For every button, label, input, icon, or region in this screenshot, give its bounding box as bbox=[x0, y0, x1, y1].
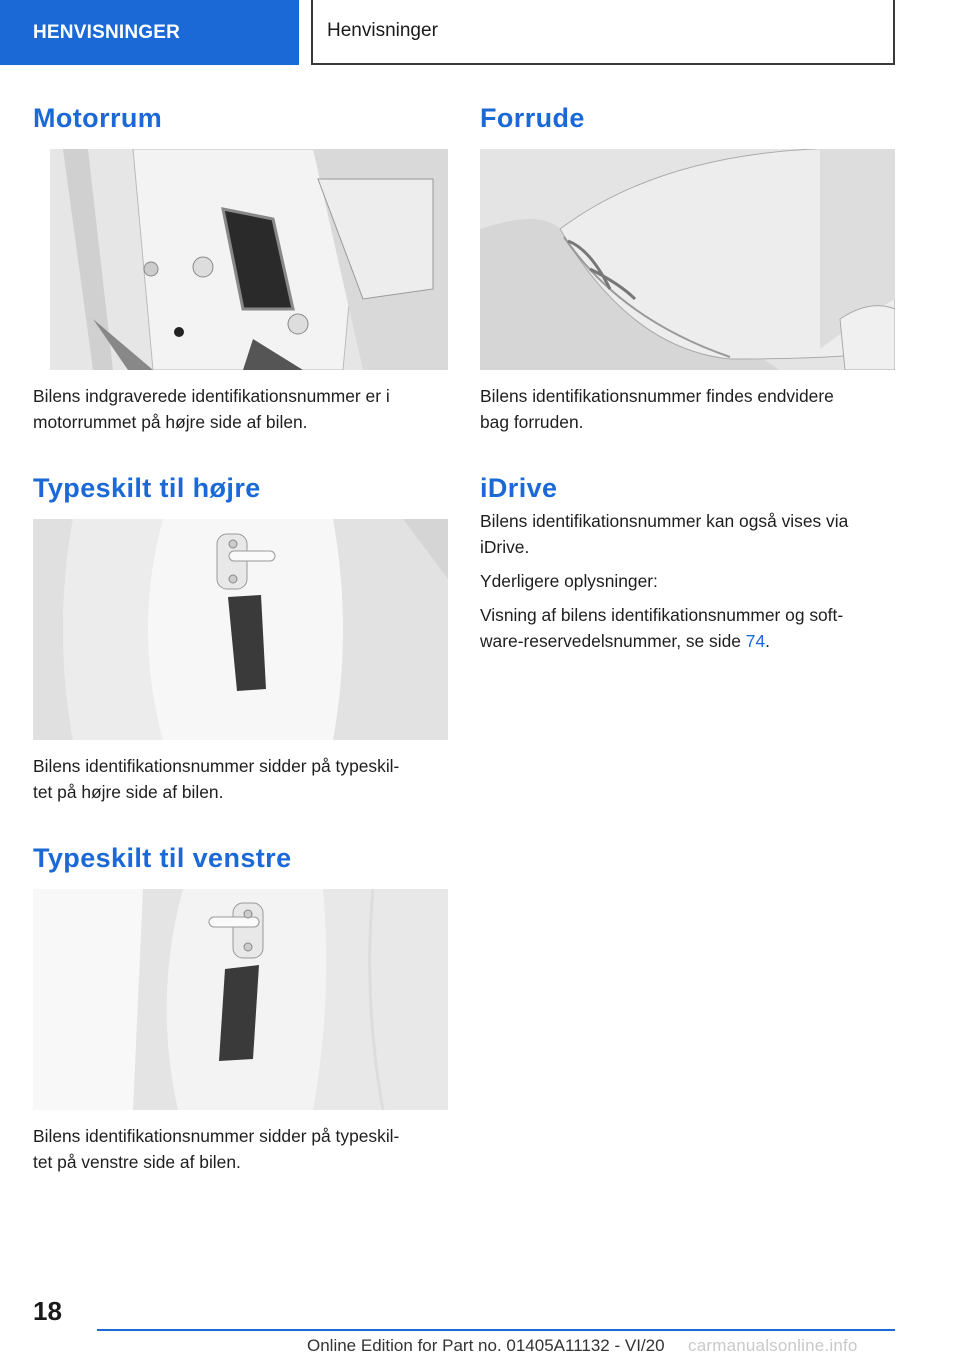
heading-forrude: Forrude bbox=[480, 103, 585, 133]
idrive-text-4 bbox=[480, 628, 895, 654]
watermark: carmanualsonline.info bbox=[688, 1336, 858, 1355]
section-tab: HENVISNINGER bbox=[0, 0, 299, 65]
typeskilt-hojre-text-2: tet på højre side af bilen. bbox=[33, 782, 224, 802]
footer-rule bbox=[97, 1329, 895, 1331]
left-door-pillar-illustration bbox=[33, 889, 448, 1110]
chapter-title-text: Henvisninger bbox=[327, 19, 438, 41]
left-column bbox=[33, 98, 448, 1175]
typeskilt-venstre-text-1: Bilens identifikationsnummer sidder på typeskil- bbox=[33, 1126, 400, 1146]
motorrum-text-2: motorrummet på højre side af bilen. bbox=[33, 412, 308, 432]
heading-idrive: iDrive bbox=[480, 473, 558, 503]
idrive-text-4-suffix: . bbox=[765, 631, 770, 651]
forrude-text-2: bag forruden. bbox=[480, 412, 584, 432]
edition-text: Online Edition for Part no. 01405A11132 - VI/20 bbox=[307, 1336, 665, 1355]
typeskilt-venstre-text-2: tet på venstre side af bilen. bbox=[33, 1152, 241, 1172]
right-door-pillar-illustration bbox=[33, 519, 448, 740]
idrive-more-info: Yderligere oplysninger: bbox=[480, 571, 658, 591]
idrive-text-2: iDrive. bbox=[480, 537, 530, 557]
page-74-link[interactable]: 74 bbox=[745, 631, 766, 651]
idrive-text-3: Visning af bilens identifikationsnummer og soft- bbox=[480, 605, 844, 625]
typeskilt-hojre-text-1: Bilens identifikationsnummer sidder på typeskil- bbox=[33, 756, 400, 776]
chapter-title bbox=[311, 0, 895, 65]
motorrum-text-1: Bilens indgraverede identifikationsnummer er i bbox=[33, 386, 390, 406]
idrive-text-1: Bilens identifikationsnummer kan også vises via bbox=[480, 511, 849, 531]
heading-motorrum: Motorrum bbox=[33, 103, 163, 133]
heading-typeskilt-hojre: Typeskilt til højre bbox=[33, 473, 261, 503]
forrude-text-1: Bilens identifikationsnummer findes endvidere bbox=[480, 386, 834, 406]
idrive-text-4-prefix: ware-reservedelsnummer, se side bbox=[480, 631, 746, 651]
page-number: 18 bbox=[33, 1296, 62, 1326]
windshield-illustration bbox=[480, 149, 895, 370]
right-column bbox=[480, 98, 895, 654]
heading-typeskilt-venstre: Typeskilt til venstre bbox=[33, 843, 292, 873]
engine-bay-illustration bbox=[33, 149, 448, 370]
